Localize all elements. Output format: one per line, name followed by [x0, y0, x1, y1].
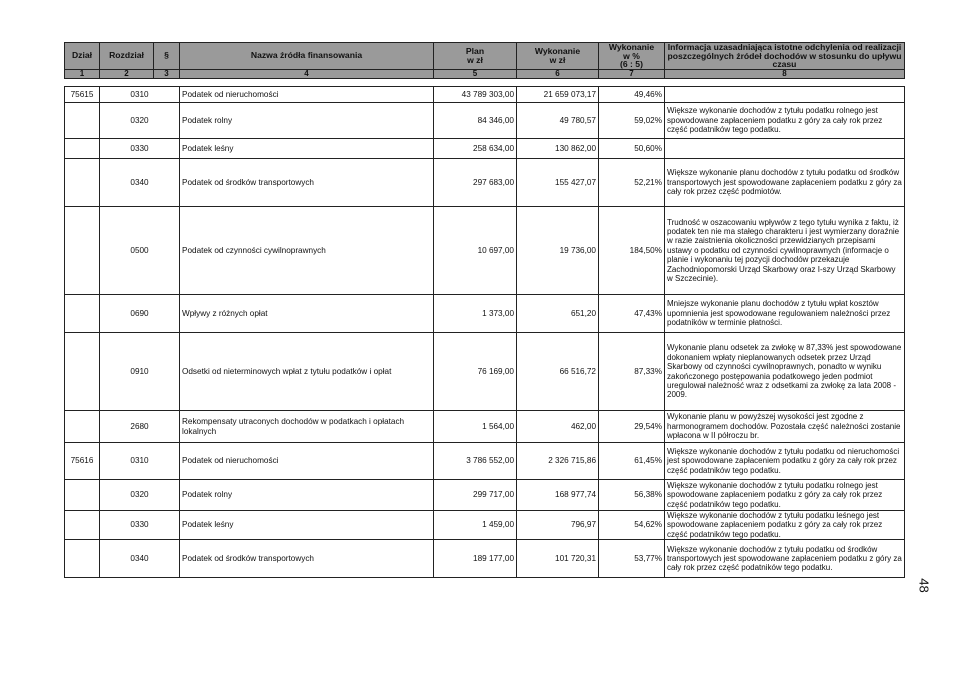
cell-plan: 258 634,00 — [434, 139, 517, 159]
cell-info: Mniejsze wykonanie planu dochodów z tytułu wpłat kosztów upomnienia jest spowodowane regulowaniem należności przez podatników w terminie płatności. — [665, 295, 905, 333]
table-row — [65, 333, 905, 411]
table-row — [65, 87, 905, 103]
cell-execution: 66 516,72 — [517, 333, 599, 411]
cell-dzial — [65, 411, 100, 443]
cell-execution: 2 326 715,86 — [517, 443, 599, 480]
cell-execution-pct: 47,43% — [599, 295, 665, 333]
cell-source-name: Podatek od czynności cywilnoprawnych — [180, 207, 434, 295]
cell-paragraph: 0330 — [100, 139, 180, 159]
cell-execution: 155 427,07 — [517, 159, 599, 207]
cell-info: Większe wykonanie dochodów z tytułu podatku od nieruchomości jest spowodowane zapłaceniem podatku z góry za cały rok przez część podatników tego podatku. — [665, 443, 905, 480]
header-row — [65, 43, 905, 70]
cell-info: Wykonanie planu w powyższej wysokości jest zgodne z harmonogramem dochodów. Pozostała część należności zostanie wpłacona w II półroczu br. — [665, 411, 905, 443]
cell-execution: 21 659 073,17 — [517, 87, 599, 103]
cell-paragraph: 0690 — [100, 295, 180, 333]
header-number: 1 — [65, 70, 100, 79]
cell-dzial — [65, 139, 100, 159]
table-row — [65, 511, 905, 540]
cell-dzial — [65, 333, 100, 411]
cell-dzial — [65, 295, 100, 333]
table-row — [65, 103, 905, 139]
cell-plan: 84 346,00 — [434, 103, 517, 139]
cell-paragraph: 0320 — [100, 103, 180, 139]
cell-info: Większe wykonanie dochodów z tytułu podatku rolnego jest spowodowane zapłaceniem podatku z góry za cały rok przez część podatników tego podatku. — [665, 480, 905, 511]
header-rozdzial: Rozdział — [100, 43, 154, 70]
cell-dzial — [65, 511, 100, 540]
cell-source-name: Wpływy z różnych opłat — [180, 295, 434, 333]
cell-source-name: Podatek od nieruchomości — [180, 87, 434, 103]
cell-dzial: 75615 — [65, 87, 100, 103]
table-row — [65, 443, 905, 480]
cell-execution: 49 780,57 — [517, 103, 599, 139]
header-source-name: Nazwa źródła finansowania — [180, 43, 434, 70]
cell-paragraph: 0310 — [100, 443, 180, 480]
cell-execution-pct: 87,33% — [599, 333, 665, 411]
cell-info: Większe wykonanie dochodów z tytułu podatku leśnego jest spowodowane zapłaceniem podatku z góry za cały rok przez część podatników tego podatku. — [665, 511, 905, 540]
header-number: 4 — [180, 70, 434, 79]
page-number: 48 — [916, 578, 932, 593]
header-paragraph: § — [154, 43, 180, 70]
cell-execution: 19 736,00 — [517, 207, 599, 295]
cell-info — [665, 139, 905, 159]
cell-source-name: Odsetki od nieterminowych wpłat z tytułu podatków i opłat — [180, 333, 434, 411]
cell-execution-pct: 29,54% — [599, 411, 665, 443]
cell-plan: 1 373,00 — [434, 295, 517, 333]
header-number: 2 — [100, 70, 154, 79]
cell-dzial: 75616 — [65, 443, 100, 480]
cell-execution: 130 862,00 — [517, 139, 599, 159]
cell-info: Większe wykonanie dochodów z tytułu podatku rolnego jest spowodowane zapłaceniem podatku z góry za cały rok przez część podatników tego podatku. — [665, 103, 905, 139]
cell-source-name: Podatek leśny — [180, 511, 434, 540]
table-row — [65, 207, 905, 295]
cell-execution-pct: 52,21% — [599, 159, 665, 207]
table-row — [65, 159, 905, 207]
cell-dzial — [65, 159, 100, 207]
cell-info: Większe wykonanie dochodów z tytułu podatku od środków transportowych jest spowodowane zapłaceniem podatku z góry za cały rok przez część podatników tego podatku. — [665, 540, 905, 578]
cell-execution-pct: 53,77% — [599, 540, 665, 578]
cell-execution: 101 720,31 — [517, 540, 599, 578]
cell-execution-pct: 50,60% — [599, 139, 665, 159]
cell-paragraph: 0320 — [100, 480, 180, 511]
cell-execution-pct: 54,62% — [599, 511, 665, 540]
cell-source-name: Podatek leśny — [180, 139, 434, 159]
cell-plan: 1 564,00 — [434, 411, 517, 443]
cell-dzial — [65, 103, 100, 139]
cell-source-name: Rekompensaty utraconych dochodów w podatkach i opłatach lokalnych — [180, 411, 434, 443]
cell-plan: 1 459,00 — [434, 511, 517, 540]
cell-paragraph: 0910 — [100, 333, 180, 411]
header-number: 5 — [434, 70, 517, 79]
cell-dzial — [65, 480, 100, 511]
cell-paragraph: 2680 — [100, 411, 180, 443]
cell-plan: 43 789 303,00 — [434, 87, 517, 103]
header-number: 6 — [517, 70, 599, 79]
header-number: 3 — [154, 70, 180, 79]
cell-execution-pct: 184,50% — [599, 207, 665, 295]
header-execution-pct: Wykonanie w % (6 : 5) — [599, 43, 665, 70]
cell-dzial — [65, 540, 100, 578]
cell-dzial — [65, 207, 100, 295]
cell-paragraph: 0310 — [100, 87, 180, 103]
cell-source-name: Podatek rolny — [180, 480, 434, 511]
cell-plan: 299 717,00 — [434, 480, 517, 511]
cell-execution: 462,00 — [517, 411, 599, 443]
cell-execution-pct: 59,02% — [599, 103, 665, 139]
cell-execution-pct: 56,38% — [599, 480, 665, 511]
cell-plan: 297 683,00 — [434, 159, 517, 207]
cell-source-name: Podatek od nieruchomości — [180, 443, 434, 480]
budget-table-sheet — [64, 42, 904, 578]
header-dzial: Dział — [65, 43, 100, 70]
cell-paragraph: 0330 — [100, 511, 180, 540]
cell-paragraph: 0500 — [100, 207, 180, 295]
cell-plan: 10 697,00 — [434, 207, 517, 295]
cell-source-name: Podatek od środków transportowych — [180, 540, 434, 578]
cell-execution-pct: 49,46% — [599, 87, 665, 103]
table-row — [65, 139, 905, 159]
cell-plan: 3 786 552,00 — [434, 443, 517, 480]
header-info: Informacja uzasadniająca istotne odchylenia od realizacji poszczególnych źródeł dochodów w stosunku do upływu czasu — [665, 43, 905, 70]
cell-plan: 76 169,00 — [434, 333, 517, 411]
cell-execution: 168 977,74 — [517, 480, 599, 511]
cell-paragraph: 0340 — [100, 540, 180, 578]
table-row — [65, 295, 905, 333]
table-row — [65, 411, 905, 443]
header-number-row — [65, 70, 905, 79]
cell-source-name: Podatek od środków transportowych — [180, 159, 434, 207]
cell-execution: 651,20 — [517, 295, 599, 333]
table-row — [65, 480, 905, 511]
header-number: 8 — [665, 70, 905, 79]
cell-source-name: Podatek rolny — [180, 103, 434, 139]
cell-info — [665, 87, 905, 103]
cell-info: Trudność w oszacowaniu wpływów z tego tytułu wynika z faktu, iż podatek ten nie ma stałego charakteru i jest wymierzany doraźnie w razie zaistnienia okoliczności przewidzianych przepisami ustawy o podatku od czynności cywilnoprawnych (informacje o planie i wykonaniu tej pozycji dochodów przekazuje Zachodniopomorski Urząd Skarbowy oraz I-szy Urząd Skarbowy w Szczecinie). — [665, 207, 905, 295]
revenue-table — [64, 42, 905, 578]
cell-execution-pct: 61,45% — [599, 443, 665, 480]
table-row — [65, 540, 905, 578]
cell-info: Większe wykonanie planu dochodów z tytułu podatku od środków transportowych jest spowodowane zapłaceniem podatku z góry za cały rok przez część podmiotów. — [665, 159, 905, 207]
table-body — [65, 87, 905, 578]
cell-info: Wykonanie planu odsetek za zwłokę w 87,33% jest spowodowane dokonaniem wpłaty nieplanowanych odsetek przez Urząd Skarbowy od czynności cywilnoprawnych, ponadto w wyniku zakończonego postępowania podatkowego jeden podmiot uregulował należność wraz z odsetkami za zwłokę za lata 2008 - 2009. — [665, 333, 905, 411]
header-execution: Wykonanie w zł — [517, 43, 599, 70]
cell-execution: 796,97 — [517, 511, 599, 540]
header-number: 7 — [599, 70, 665, 79]
cell-plan: 189 177,00 — [434, 540, 517, 578]
header-plan: Plan w zł — [434, 43, 517, 70]
cell-paragraph: 0340 — [100, 159, 180, 207]
